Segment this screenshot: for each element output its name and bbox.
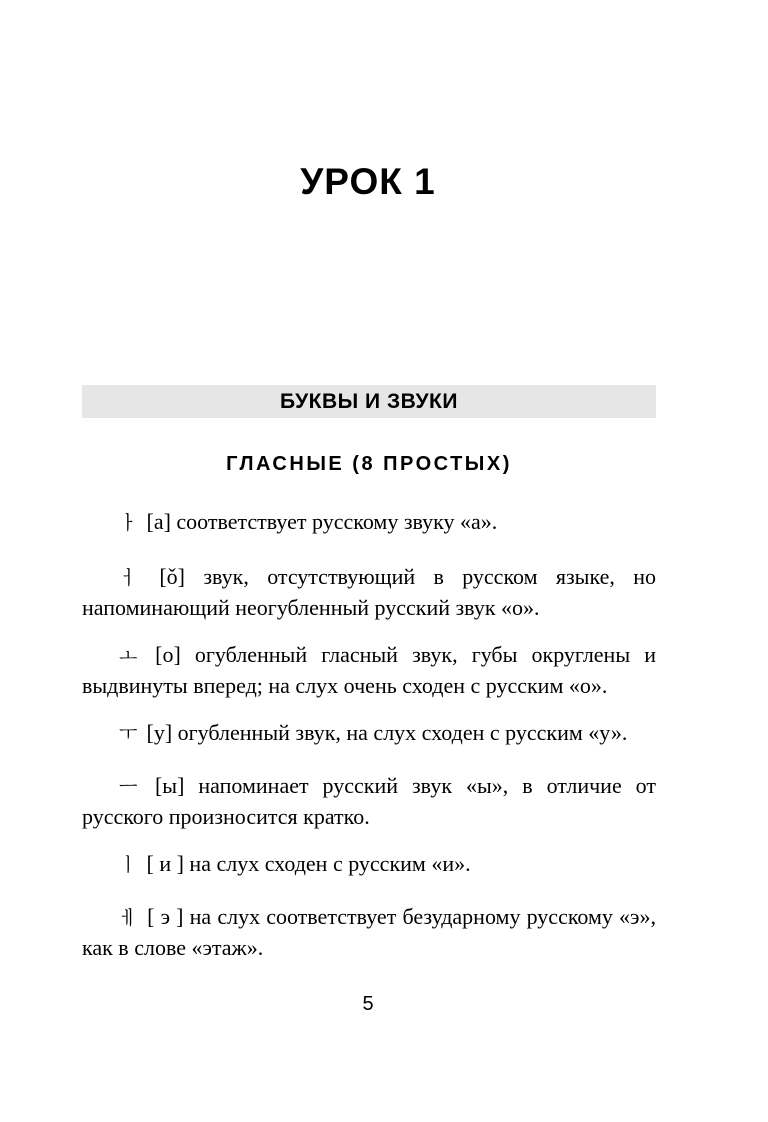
vowel-entry-eu <box>82 771 656 832</box>
vowel-entry-eo <box>82 562 656 623</box>
vowel-description: [о] огубленный гласный звук, губы округлены и выдвинуты вперед; на слух очень сходен с русским «о». <box>82 642 656 698</box>
vowel-entry-o <box>82 640 656 701</box>
korean-letter: ㅣ <box>119 854 138 876</box>
lesson-title: УРОК 1 <box>300 161 436 202</box>
vowel-entry-i <box>82 849 656 880</box>
vowel-description: [ э ] на слух соответствует безударному русскому «э», как в слове «этаж». <box>82 904 656 960</box>
vowel-description: [ы] напоминает русский звук «ы», в отличие от русского произносится кратко. <box>82 773 656 829</box>
vowel-entry-e <box>82 902 656 963</box>
korean-letter: ㅗ <box>119 645 138 667</box>
vowel-description: [а] соответствует русскому звуку «а». <box>141 509 498 534</box>
korean-letter: ㅓ <box>119 567 138 589</box>
korean-letter: ㅔ <box>119 907 138 929</box>
vowel-entry-u <box>82 718 656 749</box>
korean-letter: ㅡ <box>119 776 138 798</box>
vowel-description: [ и ] на слух сходен с русским «и». <box>141 851 471 876</box>
vowel-description: [ǒ] звук, отсутствующий в русском языке, но напоминающий неогубленный русский звук «о». <box>82 564 656 620</box>
subsection-title: ГЛАСНЫЕ (8 ПРОСТЫХ) <box>226 453 512 475</box>
vowel-description: [у] огубленный звук, на слух сходен с русским «у». <box>141 720 628 745</box>
section-title: БУКВЫ И ЗВУКИ <box>280 390 458 413</box>
korean-letter: ㅏ <box>119 512 138 534</box>
korean-letter: ㅜ <box>119 723 138 745</box>
vowel-entry-a <box>82 507 656 538</box>
page-number: 5 <box>362 993 374 1015</box>
